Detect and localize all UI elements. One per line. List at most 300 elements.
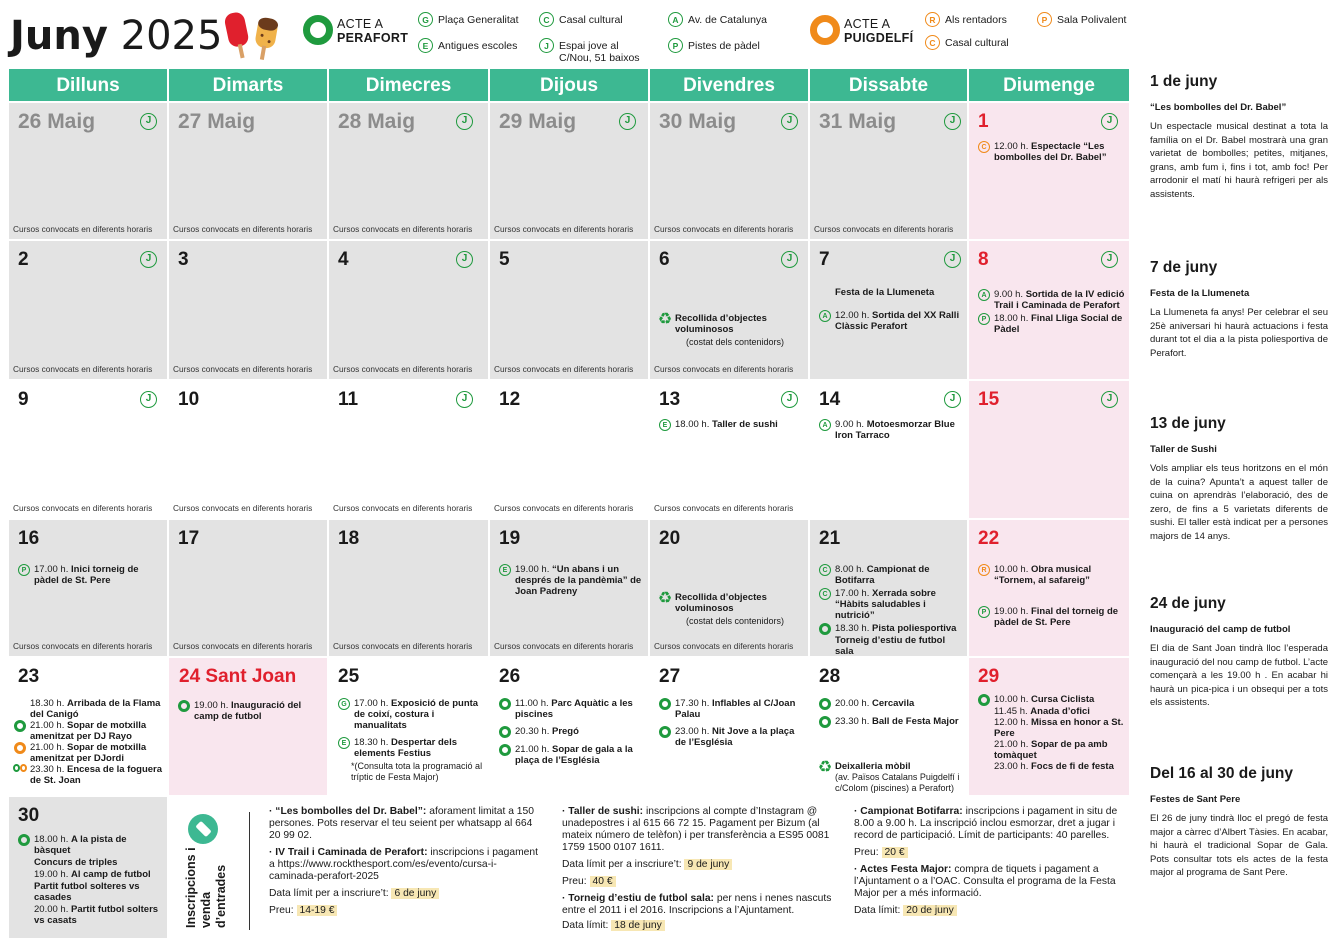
day-number: 16 [18,528,40,549]
ins-price: 14-19 € [297,905,338,916]
event-title: Parc Aquàtic a les piscines [515,698,633,720]
day-cell[interactable] [329,103,488,239]
legend-code-icon: R [925,12,940,27]
event-title: Partit futbol solters vs casats [34,904,159,926]
day-number: 5 [499,249,510,270]
day-cell[interactable] [9,103,167,239]
cursos-note: Cursos convocats en diferents horaris [173,503,313,513]
cursos-note: Cursos convocats en diferents horaris [13,224,153,234]
day-number: 26 Maig [18,110,96,133]
acte-puigdelfi-l1: ACTE A [844,17,891,31]
day-number: 15 [978,389,1000,410]
event-time: 21.00 h. [994,739,1029,750]
cursos-note: Cursos convocats en diferents horaris [13,641,153,651]
weekday-header: Dimecres [329,69,488,101]
day-cell[interactable] [969,520,1129,656]
day-cell[interactable] [490,381,648,518]
event-note: (costat dels contenidors) [686,337,785,347]
cursos-note: Cursos convocats en diferents horaris [494,503,634,513]
espai-jove-icon: J [140,113,157,130]
day-cell[interactable] [650,520,808,656]
day-number: 22 [978,528,1000,549]
day-cell[interactable] [650,658,808,795]
day-number: 29 [978,666,1000,687]
espai-jove-icon: J [140,391,157,408]
event-title: Partit futbol solteres vs casades [34,881,140,903]
day-cell[interactable] [490,103,648,239]
event-time: 19.00 h. [34,869,69,880]
espai-jove-icon: J [781,251,798,268]
event-title: Sopar de motxilla amenitzat per DJ Rayo [30,720,147,742]
sidebar-subheading: Inauguració del camp de futbol [1150,624,1291,635]
legend-code-icon: C [925,35,940,50]
event-title: Ball de Festa Major [871,716,959,727]
event-list [818,761,963,795]
ins-heading: · Taller de sushi: [562,806,644,817]
day-number: 8 [978,249,989,270]
weekday-header: Diumenge [969,69,1129,101]
event-title: Final del torneig de pàdel de St. Pere [994,606,1119,628]
av-catalunya-icon: A [978,289,990,301]
event-title: Recollida d’objectes voluminosos [675,592,767,614]
day-number: 24 Sant Joan [179,666,297,687]
ins-deadline: 9 de juny [684,859,732,870]
event-title: Missa en honor a St. Pere [994,717,1124,739]
day-cell[interactable] [329,520,488,656]
event-title: Arribada de la Flama del Canigó [30,698,161,720]
day-number: 30 Maig [659,110,737,133]
legend-item [418,14,519,27]
event-list [818,564,963,656]
month-title: Juny [10,13,108,59]
event-time: 8.00 h. [835,564,865,575]
ins-text: inscripcions al compte d’Instagram @ unadepostres i al 615 66 72 15. Pagament per Bizum (al mateix número de telèfon) i per transferència a ES95 0081 1759 1500 0107 1611. [562,806,830,853]
day-cell[interactable] [969,381,1129,518]
day-number: 2 [18,249,29,270]
perafort-dot-icon [978,694,990,706]
event-time: 18.30 h. [354,737,389,748]
legend-item [668,40,760,53]
espai-jove-icon: J [456,251,473,268]
day-cell[interactable] [969,658,1129,795]
ins-heading: · Campionat Botifarra: [854,806,963,817]
event-title: Xerrada sobre “Hàbits saludables i nutrició” [835,588,936,621]
legend-label: Als rentadors [945,14,1007,26]
cursos-note: Cursos convocats en diferents horaris [333,364,473,374]
day-cell[interactable] [329,381,488,518]
day-cell[interactable] [969,241,1129,379]
rentadors-icon: R [978,564,990,576]
day-number: 18 [338,528,360,549]
event-note: (av. Països Catalans Puigdelfí i c/Colom (piscines) a Perafort) [835,772,960,793]
event-title: Taller de sushi [711,419,778,430]
day-number: 29 Maig [499,110,577,133]
day-cell[interactable] [169,381,327,518]
day-number: 3 [178,249,189,270]
day-number: 7 [819,249,830,270]
perafort-ring-icon [303,15,333,45]
ins-heading: · Actes Festa Major: [854,864,952,875]
perafort-dot-icon [13,764,20,772]
legend-item [1037,14,1126,27]
ins-price: 40 € [590,876,616,887]
casal-cultural-icon: C [978,141,990,153]
event-title: A la pista de bàsquet [34,834,127,856]
day-cell[interactable] [169,241,327,379]
event-title: Motoesmorzar Blue Iron Tarraco [835,419,955,441]
event-title: Anada d’ofici [1030,706,1090,717]
event-title: Despertar dels elements Festius [354,737,457,759]
day-cell[interactable] [810,381,967,518]
page-title [10,12,222,60]
event-list [17,564,163,588]
perafort-dot-icon [659,726,671,738]
day-cell[interactable] [969,103,1129,239]
event-time: 20.00 h. [835,698,870,709]
ins-heading: · IV Trail i Caminada de Perafort: [269,847,428,858]
espai-jove-icon: J [944,251,961,268]
event-time: 10.00 h. [994,694,1029,705]
day-number: 21 [819,528,841,549]
day-cell[interactable] [650,241,808,379]
espai-jove-icon: J [781,391,798,408]
year-title: 2025 [120,13,223,59]
antigues-escoles-icon: E [659,419,671,431]
casal-cultural-icon: C [819,564,831,576]
sidebar-text: El 26 de juny tindrà lloc el pregó de festa major a càrrec d’Albert Tàsies. En acabar, hi haurà el tradicional Sopar de Gala. Pots consultar tots els actes de la festa major al programa de Sant Pere. [1150,813,1328,878]
cursos-note: Cursos convocats en diferents horaris [333,641,473,651]
event-time: 17.00 h. [835,588,870,599]
sidebar-subheading: Festa de la Llumeneta [1150,288,1250,299]
pistes-padel-icon: P [18,564,30,576]
day-cell[interactable] [810,103,967,239]
cursos-note: Cursos convocats en diferents horaris [173,641,313,651]
event-title: “Un abans i un després de la pandèmia” de Joan Padreny [515,564,642,597]
calendar-header [0,0,1140,68]
sidebar-heading: 1 de juny [1150,73,1218,90]
day-number: 28 Maig [338,110,416,133]
legend-item [668,14,767,27]
day-number: 26 [499,666,521,687]
ins-label: Preu: [269,905,294,916]
cursos-note: Cursos convocats en diferents horaris [814,224,954,234]
event-title: Encesa de la foguera de St. Joan [30,764,163,786]
sidebar-text: El dia de Sant Joan tindrà lloc l’esperada inauguració del nou camp de futbol. L’acte començarà a les 19.00 h . En acabar hi haurà un pica-pica i un obsequi per a tots els assistents. [1150,643,1328,708]
inscripcions-column [854,806,1120,922]
event-list [498,698,644,768]
cursos-note: Cursos convocats en diferents horaris [13,364,153,374]
day-cell[interactable] [650,381,808,518]
event-time: 18.00 h. [675,419,710,430]
event-time: 21.00 h. [515,744,550,755]
ins-label: Data límit per a inscriure’t: [562,859,682,870]
event-title: Inflables al C/Joan Palau [675,698,796,720]
legend-label: Sala Polivalent [1057,14,1127,26]
legend-label: Plaça Generalitat [438,14,519,26]
day-number: 6 [659,249,670,270]
acte-perafort-l1: ACTE A [337,17,384,31]
event-title: Sopar de pa amb tomàquet [994,739,1108,761]
cursos-note: Cursos convocats en diferents horaris [654,503,794,513]
perafort-dot-icon [14,720,26,732]
sidebar-block [1150,414,1328,543]
event-title: Concurs de triples [34,857,118,868]
cursos-note: Cursos convocats en diferents horaris [494,364,634,374]
cursos-note: Cursos convocats en diferents horaris [654,224,794,234]
event-time: 11.00 h. [515,698,549,709]
sidebar-text: Vols ampliar els teus horitzons en el món de la cuina? Apunta’t a aquest taller de cuina on aprendràs l’elaboració, des de zero, de fins a 5 varietats diferents de sushi. El taller està indicat per a persones majors de 14 anys. [1150,463,1328,542]
event-list [658,419,804,433]
ins-heading: · Torneig d’estiu de futbol sala: [562,893,714,904]
sidebar-subheading: Festes de Sant Pere [1150,794,1241,805]
cursos-note: Cursos convocats en diferents horaris [173,224,313,234]
espai-jove-icon: J [944,391,961,408]
espai-jove-icon: J [1101,391,1118,408]
pistes-padel-icon: P [978,606,990,618]
event-title: Recollida d’objectes voluminosos [675,313,767,335]
day-number: 27 [659,666,681,687]
event-time: 10.00 h. [994,564,1029,575]
legend-label: Espai jove al C/Nou, 51 baixos [559,40,640,64]
event-list [818,419,963,443]
event-title: Focs de fi de festa [1030,761,1114,772]
day-number: 20 [659,528,681,549]
recycle-icon: ♻ [657,590,673,607]
puigdelfi-dot-icon [20,764,27,772]
day-number: 30 [18,805,40,826]
ins-price: 20 € [882,847,908,858]
day-cell[interactable] [810,241,967,379]
antigues-escoles-icon: E [499,564,511,576]
day-number: 1 [978,111,989,132]
day-cell[interactable] [650,103,808,239]
event-time: 23.00 h. [675,726,710,737]
event-time: 18.30 h. [835,623,870,634]
ins-deadline: 20 de juny [903,905,957,916]
event-time: 17.00 h. [354,698,389,709]
sidebar-block [1150,594,1328,710]
event-time: 19.00 h. [515,564,550,575]
event-time: 20.30 h. [515,726,550,737]
sidebar-block [1150,258,1328,360]
legend-code-icon: C [539,12,554,27]
day-number: 23 [18,666,40,687]
recycle-icon: ♻ [817,759,833,776]
day-cell[interactable] [9,658,167,795]
day-number: 27 Maig [178,110,256,133]
day-cell[interactable] [810,658,967,795]
event-title: Espectacle “Les bombolles del Dr. Babel” [994,141,1107,163]
event-time: 21.00 h. [30,720,65,731]
acte-puigdelfi-l2: PUIGDELFÍ [844,31,914,45]
event-title: Exposició de punta de coixí, costura i manualitats [354,698,479,731]
cursos-note: Cursos convocats en diferents horaris [654,641,794,651]
event-time: 20.00 h. [34,904,69,915]
event-title: Cursa Ciclista [1030,694,1095,705]
event-list [658,592,804,629]
day-number: 25 [338,666,360,687]
day-cell[interactable] [490,658,648,795]
event-title: Inici torneig de pàdel de St. Pere [34,564,139,586]
ins-label: Preu: [854,847,879,858]
perafort-dot-icon [18,834,30,846]
day-cell[interactable] [490,241,648,379]
event-title: Sortida del XX Ralli Clàssic Perafort [835,310,960,332]
sidebar-subheading: Taller de Sushi [1150,444,1217,455]
casal-cultural-icon: C [819,588,831,600]
perafort-dot-icon [178,700,190,712]
event-list [13,698,163,788]
event-note: *(Consulta tota la programació al tríptic de Festa Major) [351,761,483,782]
perafort-dot-icon [499,744,511,756]
legend-code-icon: P [1037,12,1052,27]
day-cell[interactable] [9,797,167,938]
day-number: 11 [338,389,359,410]
espai-jove-icon: J [1101,113,1118,130]
ins-text: inscripcions i pagament in situ de 8.00 a 9.00 h. La inscripció inclou esmorzar, dret a jugar i record de participació. Límit de participants: 40 parelles. [854,806,1118,841]
event-list [658,313,804,350]
event-list [337,698,484,785]
legend-item [539,40,654,64]
sidebar-text: La Llumeneta fa anys! Per celebrar el seu 25è aniversari hi haurà actuacions i festa durant tot el dia a la pista poliesportiva de Perafort. [1150,307,1328,359]
weekday-header: Divendres [650,69,808,101]
event-time: 12.00 h. [994,141,1029,152]
ins-label: Data límit: [562,920,609,931]
perafort-dot-icon [819,623,831,635]
day-cell[interactable] [169,103,327,239]
day-cell[interactable] [9,241,167,379]
event-list [977,694,1125,774]
day-cell[interactable] [810,520,967,656]
perafort-dot-icon [659,698,671,710]
day-cell[interactable] [9,520,167,656]
event-time: 17.00 h. [34,564,69,575]
day-cell[interactable] [490,520,648,656]
espai-jove-icon: J [1101,251,1118,268]
event-title: Torneig d’estiu de futbol sala [835,635,946,656]
legend-item [925,14,1007,27]
inscripcions-column [269,806,539,922]
event-note: (costat dels contenidors) [686,616,785,626]
event-time: 12.00 h. [994,717,1029,728]
event-time: 18.00 h. [34,834,69,845]
espai-jove-icon: J [944,113,961,130]
day-cell[interactable] [329,241,488,379]
legend-item [418,40,517,53]
perafort-dot-icon [499,726,511,738]
day-number: 17 [178,528,200,549]
day-number: 31 Maig [819,110,897,133]
sidebar-heading: 13 de juny [1150,415,1226,432]
ins-text: inscripcions i pagament a https://www.rockthesport.com/es/evento/cursa-i-caminada-perafort-2025 [269,847,538,882]
puigdelfi-ring-icon [810,15,840,45]
event-time: 12.00 h. [835,310,870,321]
day-cell[interactable] [169,520,327,656]
event-title: Pregó [551,726,579,737]
day-number: 13 [659,389,681,410]
espai-jove-icon: J [619,113,636,130]
pistes-padel-icon: P [978,313,990,325]
perafort-dot-icon [499,698,511,710]
av-catalunya-icon: A [819,310,831,322]
espai-jove-icon: J [781,113,798,130]
recycle-icon: ♻ [657,311,673,328]
event-list [498,564,644,599]
day-number: 14 [819,389,841,410]
event-title: Obra musical “Tornem, al safareig” [994,564,1092,586]
legend-label: Pistes de pàdel [688,40,760,52]
day-cell[interactable] [329,658,488,795]
espai-jove-icon: J [456,113,473,130]
event-title: Campionat de Botifarra [835,564,930,586]
inscripcions-title: Inscripcions i venda d’entrades [184,847,228,928]
inscripcions-column [562,806,832,937]
day-number: 12 [499,389,521,410]
espai-jove-icon: J [456,391,473,408]
ins-heading: · “Les bombolles del Dr. Babel”: [269,806,427,817]
ins-text: aforament limitat a 150 persones. Pots reservar el teu seient per whatsapp al 664 20 99 02. [269,806,534,841]
day-cell[interactable] [9,381,167,518]
event-time: 9.00 h. [994,289,1024,300]
legend-label: Casal cultural [945,37,1009,49]
day-number: 10 [178,389,200,410]
legend-item [539,14,623,27]
day-number: 19 [499,528,521,549]
perafort-dot-icon [819,716,831,728]
event-title: Deixalleria mòbil [835,761,911,772]
ins-text: compra de tiquets i pagament a l’Ajuntament o a l’OAC. Consulta el programa de la Festa Major per a més informació. [854,864,1116,899]
event-time: 23.00 h. [994,761,1029,772]
cursos-note: Cursos convocats en diferents horaris [173,364,313,374]
day-cell[interactable] [169,658,327,795]
event-time: 19.00 h. [194,700,229,711]
day-number: 9 [18,389,29,410]
legend-code-icon: P [668,38,683,53]
acte-perafort-l2: PERAFORT [337,31,409,45]
event-list [977,141,1125,165]
cursos-note: Cursos convocats en diferents horaris [494,224,634,234]
event-title: Festa de la Llumeneta [835,287,935,298]
ins-label: Data límit: [854,905,901,916]
event-list [977,289,1125,337]
event-time: 18.00 h. [994,313,1029,324]
event-title: Sopar de motxilla amenitzat per DJordi [30,742,147,764]
event-time: 19.00 h. [994,606,1029,617]
sidebar-block [1150,764,1328,880]
legend-code-icon: A [668,12,683,27]
puigdelfi-dot-icon [14,742,26,754]
sidebar-heading: Del 16 al 30 de juny [1150,765,1294,782]
event-list [818,698,963,730]
legend-code-icon: E [418,38,433,53]
event-time: 23.30 h. [30,764,65,775]
legend-label: Antigues escoles [438,40,518,52]
placa-generalitat-icon: G [338,698,350,710]
event-title: Sortida de la IV edició Trail i Caminada de Perafort [994,289,1125,311]
event-time: 17.30 h. [675,698,710,709]
event-list [658,698,804,750]
ins-deadline: 18 de juny [611,920,665,931]
cursos-note: Cursos convocats en diferents horaris [13,503,153,513]
cursos-note: Cursos convocats en diferents horaris [494,641,634,651]
event-list [17,834,163,928]
event-title: Final Lliga Social de Pàdel [994,313,1123,335]
event-title: Pista poliesportiva [871,623,957,634]
event-title: Cercavila [871,698,915,709]
day-number: 28 [819,666,841,687]
event-time: 11.45 h. [994,706,1028,717]
event-time: 18.30 h. [30,698,65,709]
